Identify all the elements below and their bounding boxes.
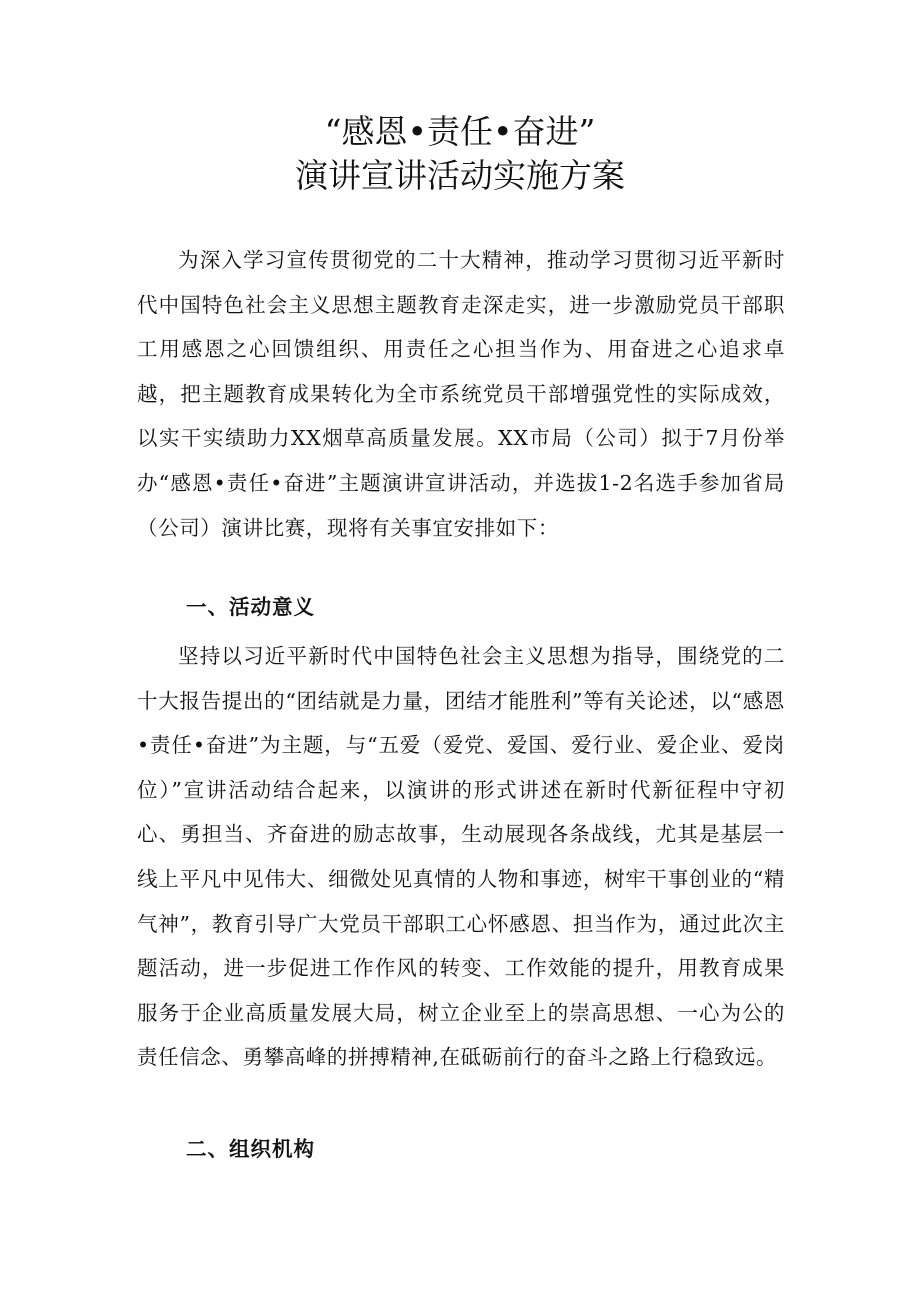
document-title-line2: 演讲宣讲活动实施方案 <box>295 156 625 195</box>
section1-paragraph: 坚持以习近平新时代中国特色社会主义思想为指导，围绕党的二十大报告提出的“团结就是力量，团结才能胜利”等有关论述，以“感恩•责任•奋进”为主题，与“五爱（爱党、爱国、爱行业、爱企业、爱岗位）”宣讲活动结合起来，以演讲的形式讲述在新时代新征程中守初心、勇担当、齐奋进的励志故事，生动展现各条战线，尤其是基层一线上平凡中见伟大、细微处见真情的人物和事迹，树牢干事创业的“精气神”，教育引导广大党员干部职工心怀感恩、担当作为，通过此次主题活动，进一步促进工作作风的转变、工作效能的提升，用教育成果服务于企业高质量发展大局，树立企业至上的崇高思想、一心为公的责任信念、勇攀高峰的拼搏精神,在砥砺前行的奋斗之路上行稳致远。 <box>137 644 785 1070</box>
intro-paragraph: 为深入学习宣传贯彻党的二十大精神，推动学习贯彻习近平新时代中国特色社会主义思想主题教育走深走实，进一步激励党员干部职工用感恩之心回馈组织、用责任之心担当作为、用奋进之心追求卓越，把主题教育成果转化为全市系统党员干部增强党性的实际成效，以实干实绩助力XX烟草高质量发展。XX市局（公司）拟于7月份举办“感恩•责任•奋进”主题演讲宣讲活动，并选拔1-2名选手参加省局（公司）演讲比赛，现将有关事宜安排如下： <box>137 248 785 540</box>
document-title-line1: “感恩•责任•奋进” <box>324 112 596 151</box>
section2-heading: 二、组织机构 <box>186 1137 315 1161</box>
section1-heading: 一、活动意义 <box>186 595 315 619</box>
